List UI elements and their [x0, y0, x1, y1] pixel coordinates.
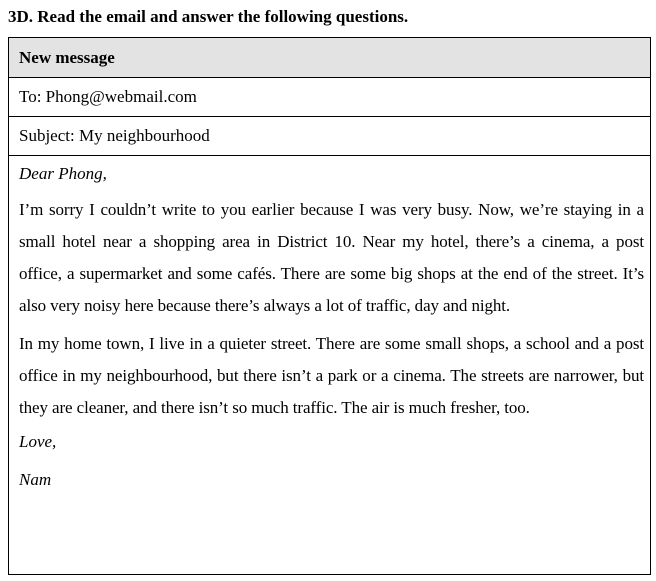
email-signature: Nam — [19, 470, 52, 489]
email-header-label: New message — [19, 47, 115, 67]
email-closing: Love, — [19, 432, 57, 451]
email-header — [9, 38, 650, 78]
email-paragraph-1: I’m sorry I couldn’t write to you earlier because I was very busy. Now, we’re staying in a small hotel near a shopping area in District 10. Near my hotel, there’s a cinema, a post office, a supermarket and some cafés. There are some big shops at the end of the street. It’s also very noisy here because there’s always a lot of traffic, day and night. — [19, 200, 644, 315]
email-subject-field: Subject: My neighbourhood — [19, 126, 210, 145]
email-to-row — [9, 78, 650, 117]
email-to-field: To: Phong@webmail.com — [19, 87, 197, 106]
email-message — [8, 37, 651, 575]
email-salutation: Dear Phong, — [19, 164, 107, 183]
exercise-heading: 3D. Read the email and answer the following questions. — [8, 7, 409, 26]
email-body — [9, 156, 650, 492]
email-paragraph-2: In my home town, I live in a quieter street. There are some small shops, a school and a post office in my neighbourhood, but there isn’t a park or a cinema. The streets are narrower, but they are cleaner, and there isn’t so much traffic. The air is much fresher, too. — [19, 334, 644, 417]
email-subject-row — [9, 117, 650, 156]
